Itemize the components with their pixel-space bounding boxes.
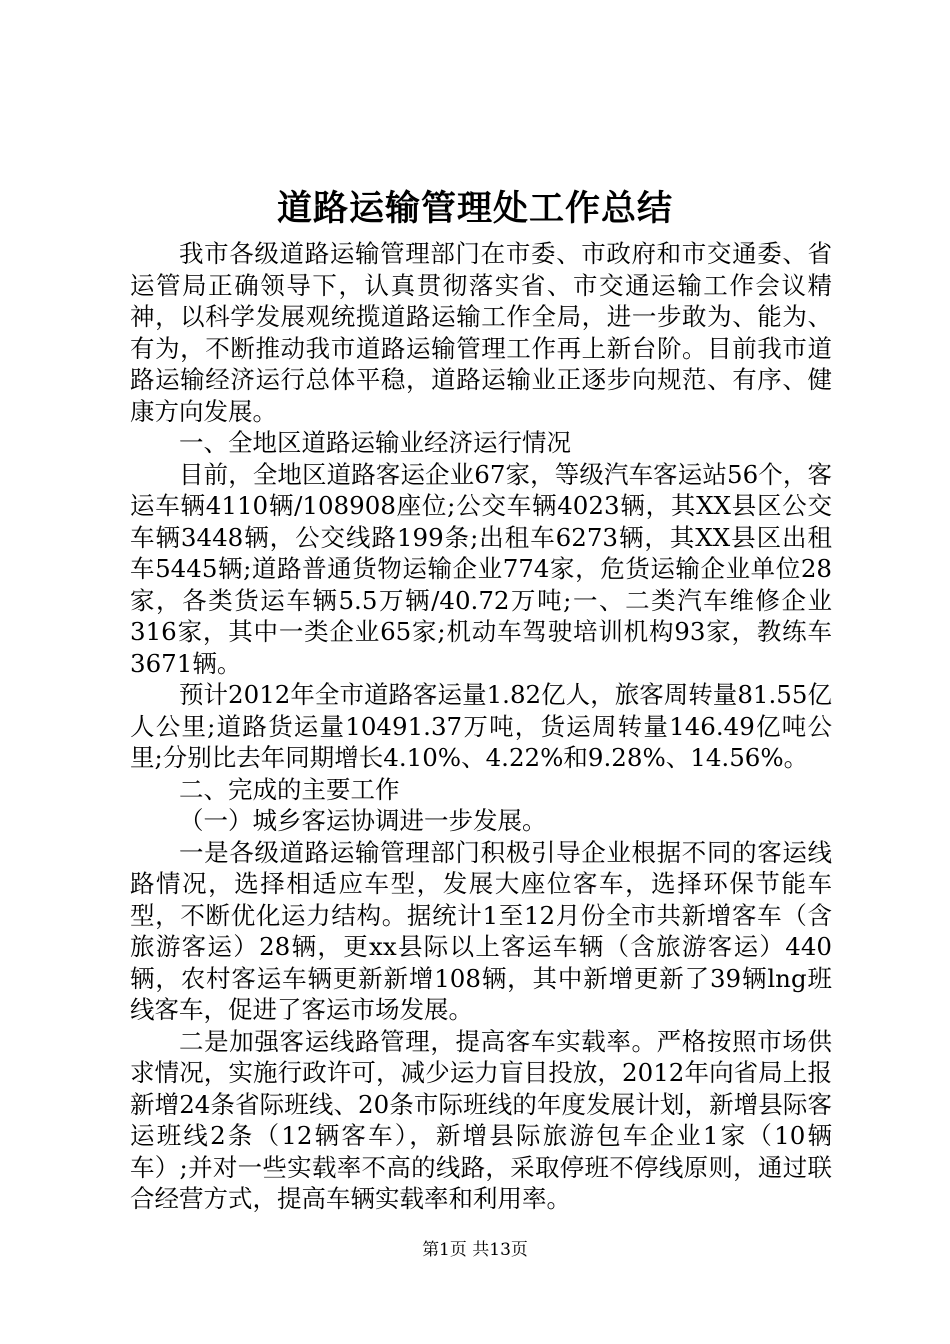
document-title: 道路运输管理处工作总结 — [276, 188, 673, 229]
subsection-heading-1: （一）城乡客运协调进一步发展。 — [179, 806, 547, 835]
section-heading-1: 一、全地区道路运输业经济运行情况 — [179, 428, 571, 457]
paragraph-item-2: 二是加强客运线路管理，提高客车实载率。严格按照市场供求情况，实施行政许可，减少运力盲目投放，2012年向省局上报新增24条省际班线、20条市际班线的年度发展计划，新增县际客运班线2条（12辆客车），新增县际旅游包车企业1家（10辆车）;并对一些实载率不高的线路，采取停班不停线原则，通过联合经营方式，提高车辆实载率和利用率。 — [130, 1026, 832, 1213]
document-body — [130, 238, 832, 1215]
paragraph-item-1: 一是各级道路运输管理部门积极引导企业根据不同的客运线路情况，选择相适应车型，发展大座位客车，选择环保节能车型，不断优化运力结构。据统计1至12月份全市共新增客车（含旅游客运）28辆，更xx县际以上客运车辆（含旅游客运）440辆，农村客运车辆更新新增108辆，其中新增更新了39辆lng班线客车，促进了客运市场发展。 — [130, 837, 832, 1024]
page-footer: 第1页 共13页 — [422, 1240, 528, 1260]
paragraph-intro: 我市各级道路运输管理部门在市委、市政府和市交通委、省运管局正确领导下，认真贯彻落实省、市交通运输工作会议精神，以科学发展观统揽道路运输工作全局，进一步敢为、能为、有为，不断推动我市道路运输管理工作再上新台阶。目前我市道路运输经济运行总体平稳，道路运输业正逐步向规范、有序、健康方向发展。 — [130, 239, 832, 426]
paragraph-statistics: 目前，全地区道路客运企业67家，等级汽车客运站56个，客运车辆4110辆/108908座位;公交车辆4023辆，其XX县区公交车辆3448辆，公交线路199条;出租车6273辆，其XX县区出租车5445辆;道路普通货物运输企业774家，危货运输企业单位28家，各类货运车辆5.5万辆/40.72万吨;一、二类汽车维修企业316家，其中一类企业65家;机动车驾驶培训机构93家，教练车3671辆。 — [130, 459, 832, 678]
paragraph-forecast: 预计2012年全市道路客运量1.82亿人，旅客周转量81.55亿人公里;道路货运量10491.37万吨，货运周转量146.49亿吨公里;分别比去年同期增长4.10%、4.22%和9.28%、14.56%。 — [130, 680, 832, 772]
section-heading-2: 二、完成的主要工作 — [179, 774, 400, 804]
